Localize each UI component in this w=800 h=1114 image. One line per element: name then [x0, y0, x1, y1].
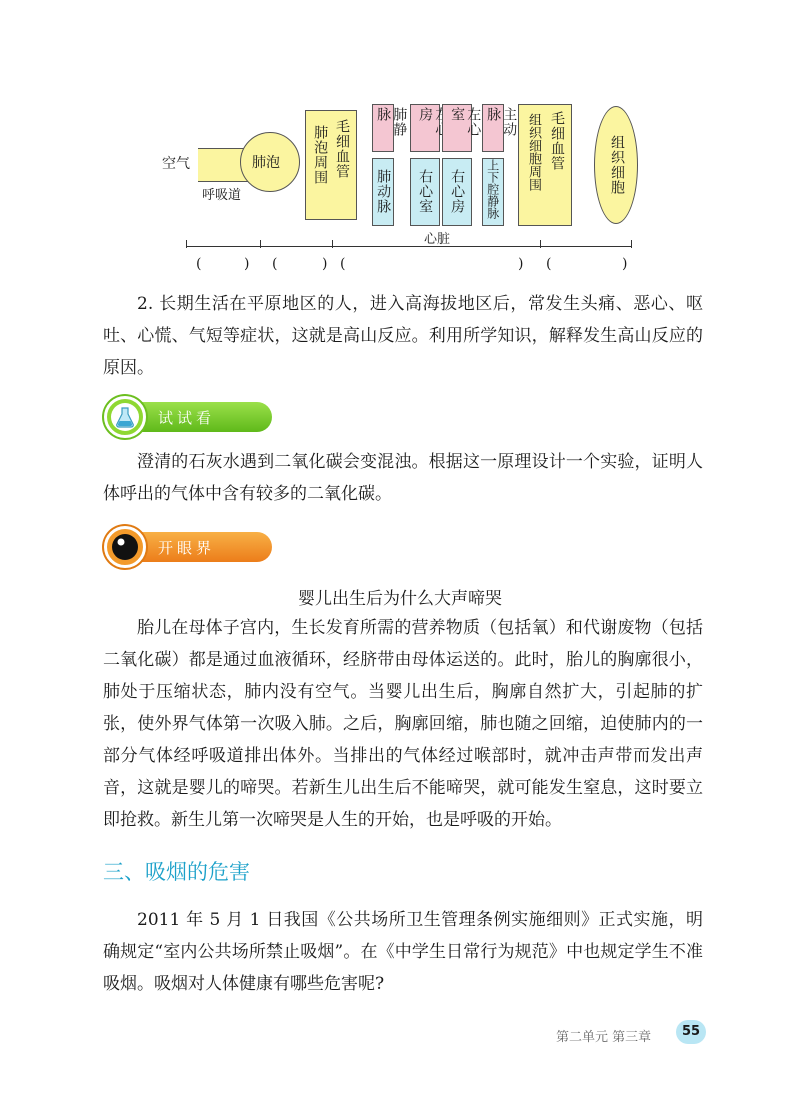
- answer-blank-open: (: [196, 256, 202, 272]
- answer-blank-open: (: [340, 256, 346, 272]
- alveoli-capillaries-box: [305, 110, 357, 220]
- timeline-tick: [186, 240, 187, 248]
- left-atrium-box: [410, 104, 440, 152]
- section-title: 三、吸烟的危害: [103, 860, 250, 884]
- right-atrium-box: [442, 158, 472, 226]
- tissue-capillaries-box: [518, 104, 572, 226]
- tissue-cells-label: 组织细胞: [609, 135, 625, 195]
- answer-blank-close: ): [322, 256, 328, 272]
- eye-opener-badge: [104, 530, 274, 564]
- vena-cava-box: [482, 158, 504, 226]
- eye-opener-label: 开眼界: [158, 539, 216, 557]
- answer-blank-open: (: [272, 256, 278, 272]
- timeline-tick: [260, 240, 261, 248]
- try-it-badge: [104, 400, 274, 434]
- answer-blank-close: ): [518, 256, 524, 272]
- try-it-label: 试试看: [158, 409, 216, 427]
- timeline-tick: [332, 240, 333, 248]
- pulmonary-vein-label: 肺静脉: [375, 107, 408, 137]
- box-text-left: 肺泡周围: [312, 125, 329, 185]
- right-ventricle-label: 右心室: [417, 169, 434, 214]
- answer-blank-open: (: [546, 256, 552, 272]
- timeline-line: [186, 246, 632, 247]
- alveolus-label: 肺泡: [252, 155, 280, 171]
- left-ventricle-label: 左心室: [449, 107, 482, 137]
- airway-label: 呼吸道: [202, 188, 242, 203]
- box-text-right: 毛细血管: [334, 119, 350, 179]
- section-text: 2011 年 5 月 1 日我国《公共场所卫生管理条例实施细则》正式实施，明确规定“室内公共场所禁止吸烟”。在《中学生日常行为规范》中也规定学生不准吸烟。吸烟对人体健康有哪些危害呢?: [103, 910, 703, 994]
- vena-cava-label: 上下腔静脉: [485, 159, 500, 219]
- box-text-left: 组织细胞周围: [525, 113, 541, 191]
- pulmonary-vein-box: [372, 104, 408, 152]
- air-label: 空气: [162, 156, 190, 172]
- chapter-footer: 第二单元 第三章: [556, 1030, 652, 1045]
- answer-blank-close: ): [244, 256, 250, 272]
- pulmonary-artery-label: 肺动脉: [375, 169, 392, 214]
- timeline-tick: [631, 240, 632, 248]
- page-number: 55: [676, 1020, 706, 1044]
- left-atrium-label: 房: [417, 107, 434, 122]
- right-ventricle-box: [410, 158, 440, 226]
- heart-label: 心脏: [424, 232, 451, 247]
- timeline-tick: [540, 240, 541, 248]
- flask-icon: [104, 396, 146, 438]
- eye-icon: [104, 526, 146, 568]
- aorta-box: [482, 104, 518, 152]
- answer-blank-close: ): [622, 256, 628, 272]
- eye-opener-title: 婴儿出生后为什么大声啼哭: [298, 589, 502, 609]
- right-atrium-label: 右心房: [449, 169, 466, 214]
- question-2: 2. 长期生活在平原地区的人，进入高海拔地区后，常发生头痛、恶心、呕吐、心慌、气短等症状，这就是高山反应。利用所学知识，解释发生高山反应的原因。: [103, 294, 703, 378]
- aorta-label: 主动脉: [485, 107, 518, 137]
- box-text-right: 毛细血管: [549, 111, 565, 171]
- try-it-text: 澄清的石灰水遇到二氧化碳会变混浊。根据这一原理设计一个实验，证明人体呼出的气体中含有较多的二氧化碳。: [103, 452, 703, 504]
- pulmonary-artery-box: [372, 158, 394, 226]
- eye-opener-text: 胎儿在母体子宫内，生长发育所需的营养物质（包括氧）和代谢废物（包括二氧化碳）都是通过血液循环，经脐带由母体运送的。此时，胎儿的胸廓很小，肺处于压缩状态，肺内没有空气。当婴儿出生后，胸廓自然扩大，引起肺的扩张，使外界气体第一次吸入肺。之后，胸廓回缩，肺也随之回缩，迫使肺内的一部分气体经呼吸道排出体外。当排出的气体经过喉部时，就冲击声带而发出声音，这就是婴儿的啼哭。若新生儿出生后不能啼哭，就可能发生窒息，这时要立即抢救。新生儿第一次啼哭是人生的开始，也是呼吸的开始。: [103, 618, 703, 830]
- left-ventricle-box: [442, 104, 482, 152]
- tissue-cells-ellipse: [594, 106, 638, 224]
